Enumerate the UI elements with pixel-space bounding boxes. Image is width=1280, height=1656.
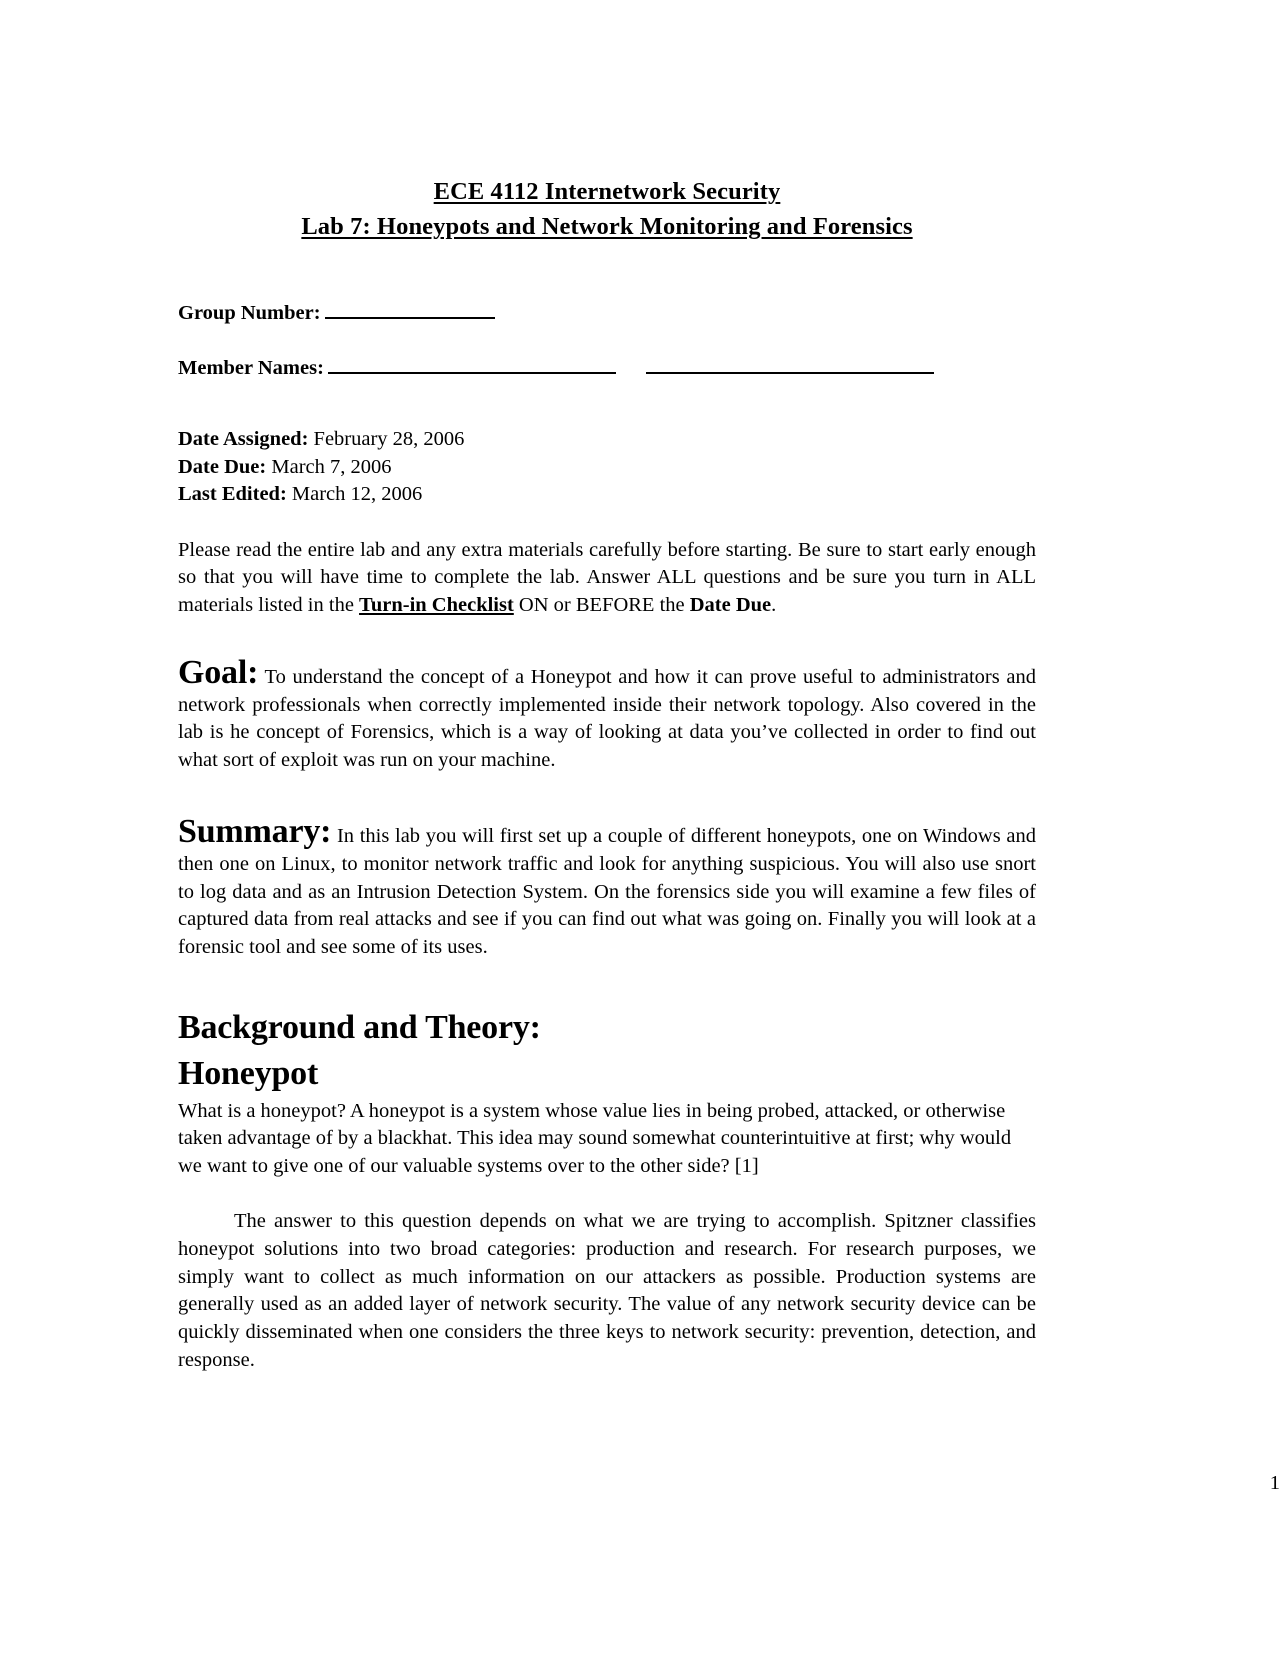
honeypot-paragraph-2: The answer to this question depends on what we are trying to accomplish. Spitzner classifies honeypot solutions into two broad categories: production and research. For research purposes, we simply want to collect as much information on our attackers as possible. Production systems are generally used as an added layer of network security. The value of any network security device can be quickly disseminated when one considers the three keys to network security: prevention, detection, and response.: [178, 1209, 1036, 1371]
goal-heading: Goal:: [178, 653, 259, 691]
date-assigned-line: [178, 426, 1036, 454]
goal-section: [178, 653, 1036, 775]
form-fields: [178, 300, 1036, 382]
member-names-field: [178, 355, 1036, 382]
background-heading: Background and Theory:: [178, 1009, 541, 1047]
honeypot-paragraph-1: What is a honeypot? A honeypot is a system whose value lies in being probed, attacked, or otherwise taken advantage of by a blackhat. This idea may sound somewhat counterintuitive at first; why would we want to give one of our valuable systems over to the other side? [1]: [178, 1100, 1012, 1177]
date-due-emphasis: Date Due: [689, 594, 772, 617]
instructions-text-3: .: [771, 594, 777, 617]
dates-block: [178, 426, 1036, 509]
document-title-line-1: [178, 176, 1036, 207]
goal-body: To understand the concept of a Honeypot and how it can prove useful to administrators and network professionals when correctly implemented inside their network topology. Also covered in the lab is he concept of Forensics, which is a way of looking at data you’ve collected in order to find out what sort of exploit was run on your machine.: [178, 665, 1036, 772]
last-edited-line: [178, 481, 1036, 509]
page-number: 1: [1269, 1472, 1280, 1494]
date-due-label: Date Due:: [178, 455, 267, 478]
last-edited-value: March 12, 2006: [286, 483, 423, 505]
turn-in-checklist-emphasis: Turn-in Checklist: [359, 594, 514, 617]
title-line-2-text: Lab 7: Honeypots and Network Monitoring and Forensics: [301, 213, 913, 240]
page-content: [178, 0, 1036, 1375]
member-names-label: Member Names:: [178, 357, 324, 379]
honeypot-subheading: Honeypot: [178, 1055, 319, 1093]
date-assigned-value: February 28, 2006: [308, 428, 465, 450]
member-name-2-input[interactable]: [646, 356, 934, 374]
instructions-paragraph: [178, 537, 1036, 620]
summary-section: [178, 813, 1036, 962]
instructions-text-2: ON or BEFORE the: [513, 594, 690, 617]
document-title-line-2: [178, 211, 1036, 242]
summary-body: In this lab you will first set up a couple of different honeypots, one on Windows and then one on Linux, to monitor network traffic and look for anything suspicious. You will also use snort to log data and as an Intrusion Detection System. On the forensics side you will examine a few files of captured data from real attacks and see if you can find out what was going on. Finally you will look at a forensic tool and see some of its uses.: [178, 825, 1036, 959]
date-assigned-label: Date Assigned:: [178, 428, 309, 450]
title-line-1-text: ECE 4112 Internetwork Security: [433, 178, 781, 205]
group-number-field: [178, 300, 1036, 327]
summary-heading: Summary:: [178, 813, 332, 851]
instructions-text-1: Please read the entire lab and any extra materials carefully before starting. Be sure to start early enough so that you will have time to complete the lab. Answer ALL questions and be sure you turn in ALL materials listed in the: [178, 538, 1036, 617]
group-number-input[interactable]: [325, 301, 495, 319]
date-due-value: March 7, 2006: [266, 455, 392, 478]
last-edited-label: Last Edited:: [178, 483, 287, 505]
group-number-label: Group Number:: [178, 302, 321, 324]
member-name-1-input[interactable]: [328, 356, 616, 374]
date-due-line: [178, 454, 1036, 482]
